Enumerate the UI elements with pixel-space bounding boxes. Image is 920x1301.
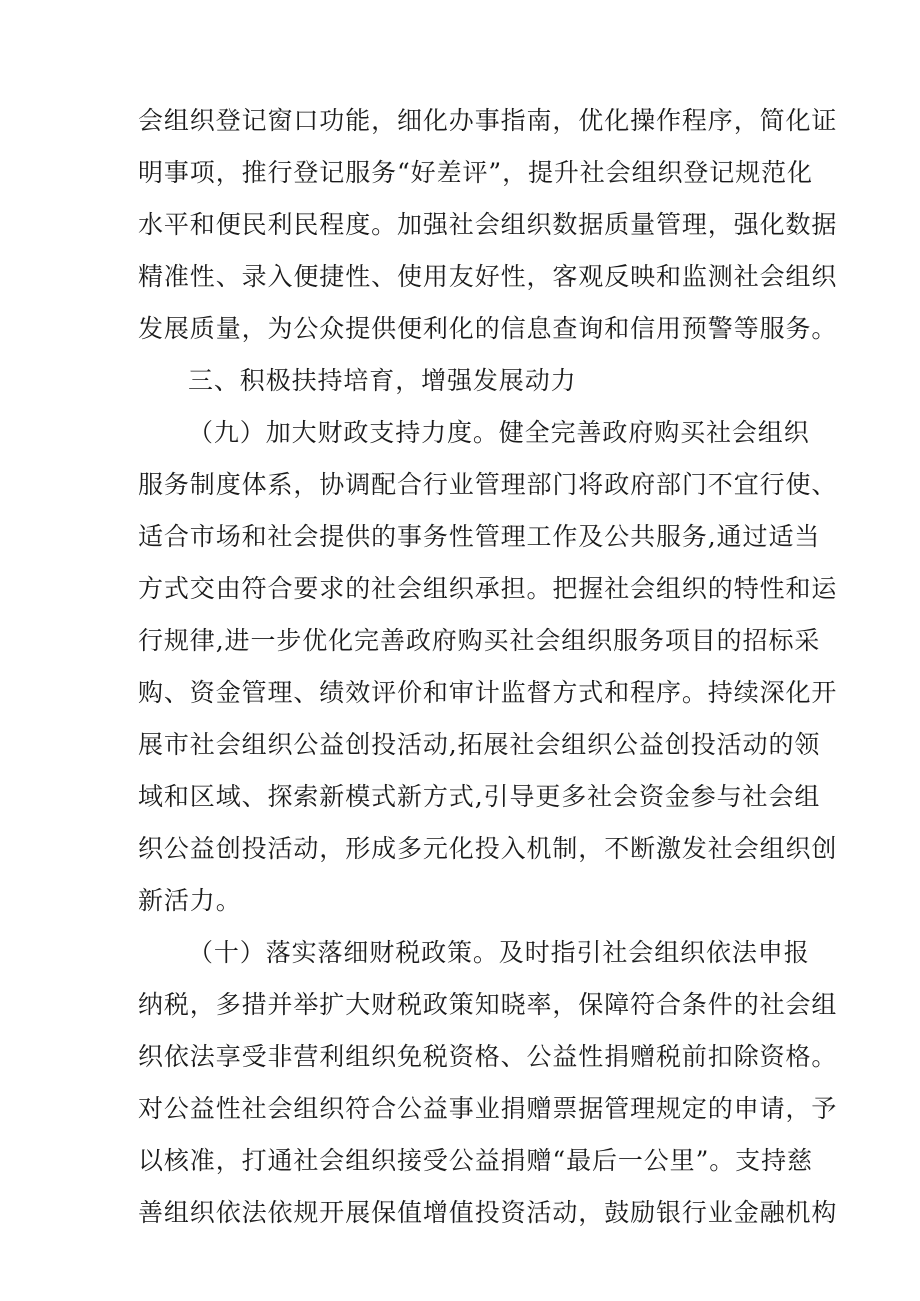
paragraph-line: 水平和便民利民程度。加强社会组织数据质量管理，强化数据 [138, 210, 838, 239]
paragraph-line: 新活力。 [138, 886, 242, 915]
paragraph-line: 善组织依法依规开展保值增值投资活动，鼓励银行业金融机构 [138, 1198, 838, 1227]
paragraph-line: （九）加大财政支持力度。健全完善政府购买社会组织 [188, 418, 810, 447]
paragraph-line: 织依法享受非营利组织免税资格、公益性捐赠税前扣除资格。 [138, 1042, 838, 1071]
paragraph-line: 方式交由符合要求的社会组织承担。把握社会组织的特性和运 [138, 574, 838, 603]
section-heading: 三、积极扶持培育，增强发展动力 [188, 366, 577, 395]
paragraph-line: 会组织登记窗口功能，细化办事指南，优化操作程序，简化证 [138, 106, 838, 135]
paragraph-line: 纳税，多措并举扩大财税政策知晓率，保障符合条件的社会组 [138, 990, 838, 1019]
paragraph-line: 对公益性社会组织符合公益事业捐赠票据管理规定的申请，予 [138, 1094, 838, 1123]
paragraph-line: 精准性、录入便捷性、使用友好性，客观反映和监测社会组织 [138, 262, 838, 291]
paragraph-line: 织公益创投活动，形成多元化投入机制，不断激发社会组织创 [138, 834, 838, 863]
paragraph-line: 以核准，打通社会组织接受公益捐赠“最后一公里”。支持慈 [138, 1146, 813, 1175]
paragraph-line: 展市社会组织公益创投活动,拓展社会组织公益创投活动的领 [138, 730, 821, 759]
paragraph-line: 行规律,进一步优化完善政府购买社会组织服务项目的招标采 [138, 626, 821, 655]
paragraph-line: 发展质量，为公众提供便利化的信息查询和信用预警等服务。 [138, 314, 838, 343]
paragraph-line: 明事项，推行登记服务“好差评”，提升社会组织登记规范化 [138, 158, 813, 187]
body-text [138, 95, 838, 1239]
paragraph-line: 服务制度体系，协调配合行业管理部门将政府部门不宜行使、 [138, 470, 838, 499]
paragraph-line: 适合市场和社会提供的事务性管理工作及公共服务,通过适当 [138, 522, 821, 551]
paragraph-line: 购、资金管理、绩效评价和审计监督方式和程序。持续深化开 [138, 678, 838, 707]
paragraph-line: 域和区域、探索新模式新方式,引导更多社会资金参与社会组 [138, 782, 821, 811]
paragraph-line: （十）落实落细财税政策。及时指引社会组织依法申报 [188, 938, 810, 967]
